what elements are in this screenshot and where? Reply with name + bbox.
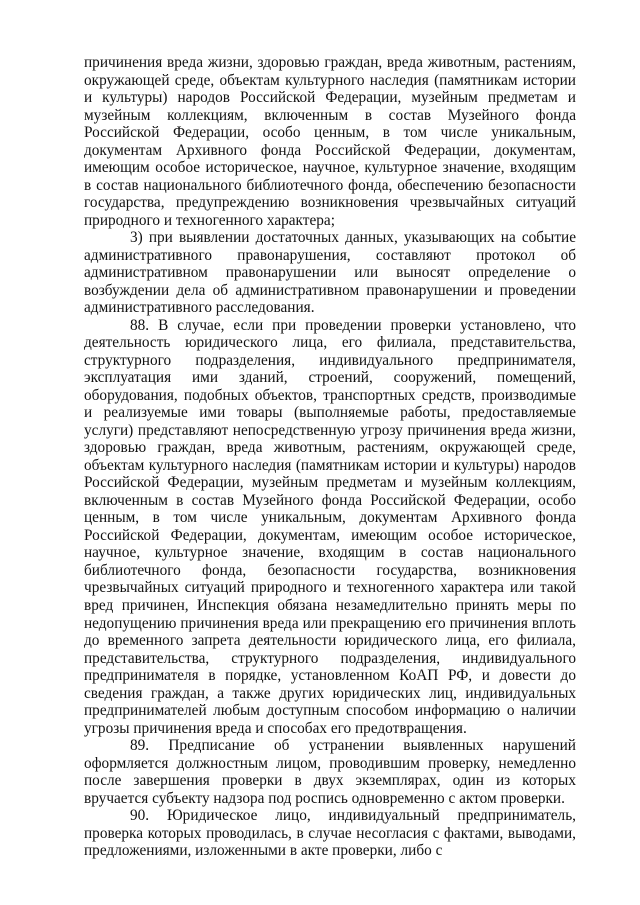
paragraph-item-3: 3) при выявлении достаточных данных, указывающих на событие административного правонарушения, составляют протокол об административном правонарушении или выносят определение о возбуждении дела об административном правонарушении и проведении административного расследования. [84,229,576,317]
document-page [84,54,576,860]
paragraph-clause-90: 90. Юридическое лицо, индивидуальный предприниматель, проверка которых проводилась, в случае несогласия с фактами, выводами, предложениями, изложенными в акте проверки, либо с [84,807,576,860]
paragraph-continuation: причинения вреда жизни, здоровью граждан, вреда животным, растениям, окружающей среде, объектам культурного наследия (памятникам истории и культуры) народов Российской Федерации, музейным предметам и музейным коллекциям, включенным в состав Музейного фонда Российской Федерации, особо ценным, в том числе уникальным, документам Архивного фонда Российской Федерации, документам, имеющим особое историческое, научное, культурное значение, входящим в состав национального библиотечного фонда, обеспечению безопасности государства, предупреждению возникновения чрезвычайных ситуаций природного и техногенного характера; [84,54,576,229]
paragraph-clause-89: 89. Предписание об устранении выявленных нарушений оформляется должностным лицом, проводившим проверку, немедленно после завершения проверки в двух экземплярах, один из которых вручается субъекту надзора под роспись одновременно с актом проверки. [84,737,576,807]
paragraph-clause-88: 88. В случае, если при проведении проверки установлено, что деятельность юридического лица, его филиала, представительства, структурного подразделения, индивидуального предпринимателя, эксплуатация ими зданий, строений, сооружений, помещений, оборудования, подобных объектов, транспортных средств, производимые и реализуемые ими товары (выполняемые работы, предоставляемые услуги) представляют непосредственную угрозу причинения вреда жизни, здоровью граждан, вреда животным, растениям, окружающей среде, объектам культурного наследия (памятникам истории и культуры) народов Российской Федерации, музейным предметам и музейным коллекциям, включенным в состав Музейного фонда Российской Федерации, особо ценным, в том числе уникальным, документам Архивного фонда Российской Федерации, документам, имеющим особое историческое, научное, культурное значение, входящим в состав национального библиотечного фонда, безопасности государства, возникновения чрезвычайных ситуаций природного и техногенного характера или такой вред причинен, Инспекция обязана незамедлительно принять меры по недопущению причинения вреда или прекращению его причинения вплоть до временного запрета деятельности юридического лица, его филиала, представительства, структурного подразделения, индивидуального предпринимателя в порядке, установленном КоАП РФ, и довести до сведения граждан, а также других юридических лиц, индивидуальных предпринимателей любым доступным способом информацию о наличии угрозы причинения вреда и способах его предотвращения. [84,316,576,737]
